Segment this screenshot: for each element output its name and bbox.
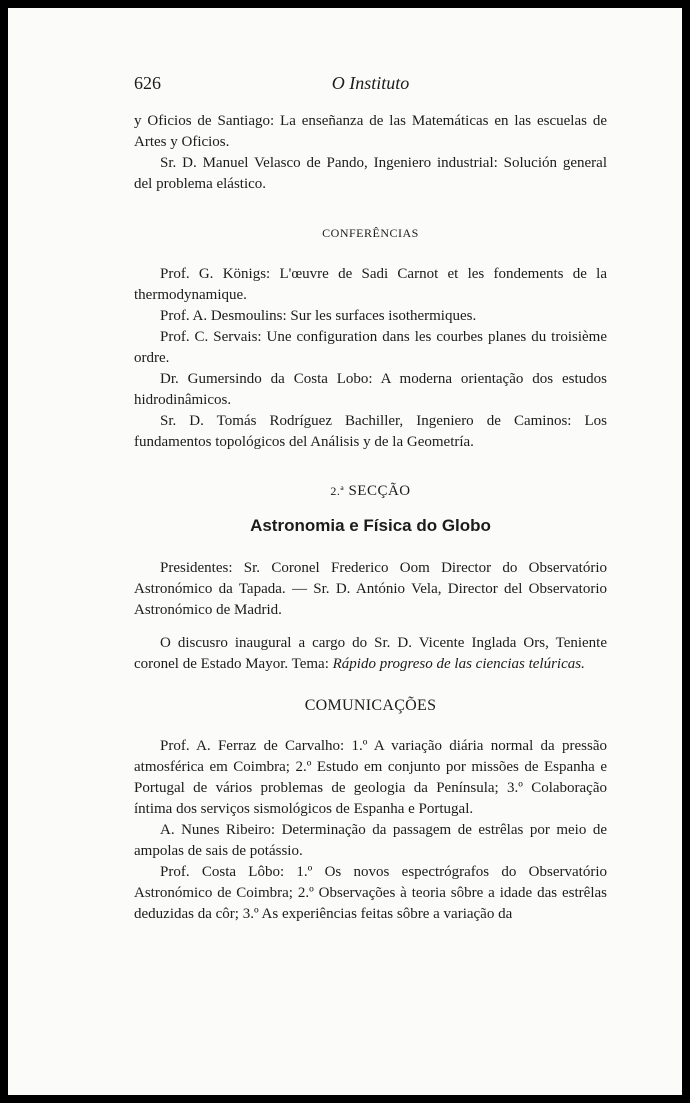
- comunicacao-item: A. Nunes Ribeiro: Determinação da passagem de estrêlas por meio de ampolas de sais de potássio.: [134, 822, 607, 859]
- paragraph-velasco: Sr. D. Manuel Velasco de Pando, Ingeniero industrial: Solución general del problema elástico.: [134, 155, 607, 192]
- comunicacoes-heading: COMUNICAÇÕES: [304, 697, 437, 714]
- conferencias-heading: CONFERÊNCIAS: [322, 226, 419, 240]
- section-title: Astronomia e Física do Globo: [250, 516, 491, 535]
- conferencia-item: Prof. A. Desmoulins: Sur les surfaces isothermiques.: [160, 308, 477, 324]
- running-head: [134, 71, 607, 99]
- page-body: [134, 111, 607, 925]
- conferencia-item: Dr. Gumersindo da Costa Lobo: A moderna orientação dos estudos hidrodinâmicos.: [134, 371, 607, 408]
- discurso-tema: Rápido progreso de las ciencias telúricas.: [332, 656, 585, 672]
- page-number: 626: [134, 73, 161, 93]
- discurso-text: O discusro inaugural a cargo do Sr. D. Vicente Inglada Ors, Teniente coronel de Estado Mayor. Tema:: [134, 635, 607, 672]
- comunicacao-item: Prof. A. Ferraz de Carvalho: 1.º A variação diária normal da pressão atmosférica em Coimbra; 2.º Estudo em conjunto por missões de Espanha e Portugal de vários problemas de geologia da Península; 3.º Colaboração íntima dos serviços sismológicos de Espanha e Portugal.: [134, 738, 607, 817]
- conferencia-item: Sr. D. Tomás Rodríguez Bachiller, Ingeniero de Caminos: Los fundamentos topológicos del Análisis y de la Geometría.: [134, 413, 607, 450]
- paragraph-presidentes: Presidentes: Sr. Coronel Frederico Oom Director do Observatório Astronómico da Tapada. — Sr. D. António Vela, Director del Observatorio Astronómico de Madrid.: [134, 560, 607, 618]
- paragraph-discurso: [134, 633, 607, 675]
- conferencia-item: Prof. C. Servais: Une configuration dans les courbes planes du troisième ordre.: [134, 329, 607, 366]
- section-ordinal: 2.ª: [330, 484, 345, 498]
- section-label: SECÇÃO: [348, 483, 411, 499]
- conferencia-item: Prof. G. Königs: L'œuvre de Sadi Carnot et les fondements de la thermodynamique.: [134, 266, 607, 303]
- section-heading: [134, 481, 607, 502]
- journal-title: O Instituto: [331, 73, 410, 93]
- comunicacao-item: Prof. Costa Lôbo: 1.º Os novos espectrógrafos do Observatório Astronómico de Coimbra; 2.º Observações à teoria sôbre a idade das estrêlas deduzidas da côr; 3.º As experiências feitas sôbre a variação da: [134, 864, 607, 922]
- book-page: [8, 8, 682, 1095]
- paragraph-continuation: y Oficios de Santiago: La enseñanza de las Matemáticas en las escuelas de Artes y Oficios.: [134, 113, 607, 150]
